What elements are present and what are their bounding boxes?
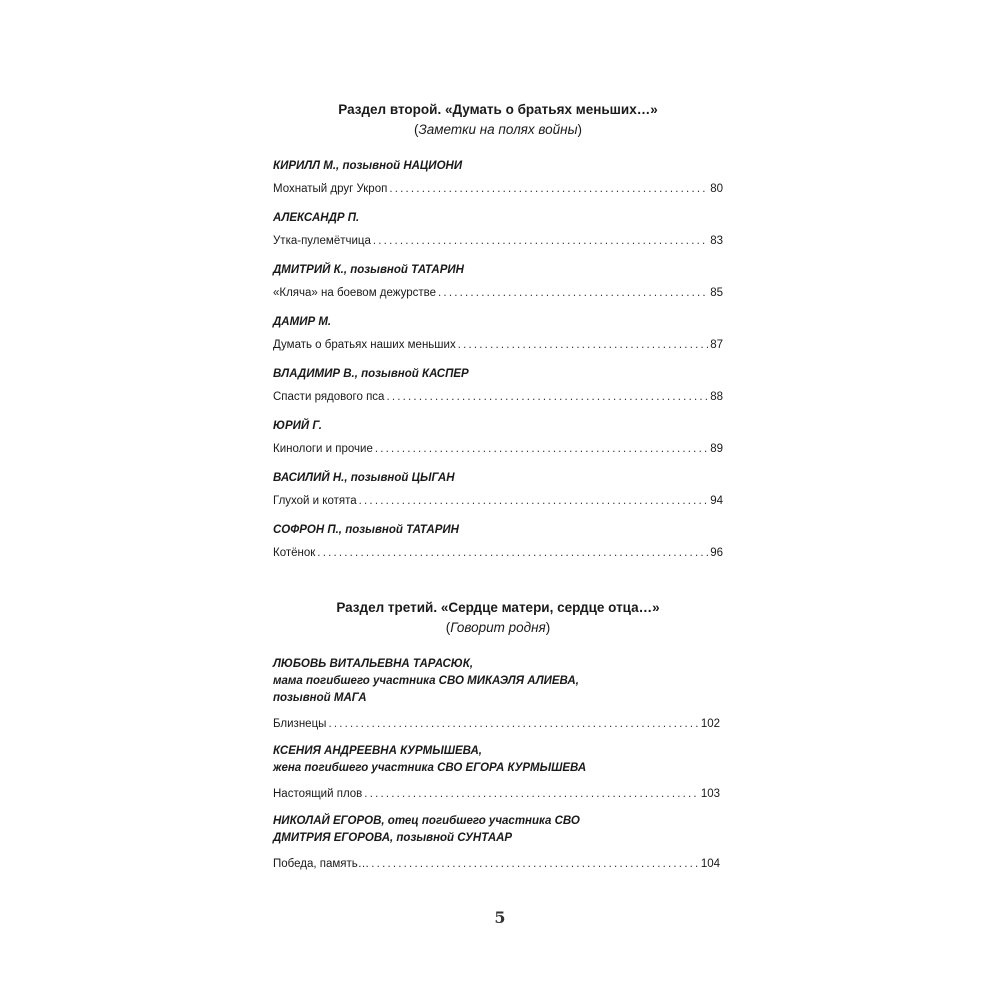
entry-page-number: 103 [700, 788, 720, 800]
toc-line[interactable] [273, 493, 723, 510]
entry-page-number: 104 [700, 858, 720, 870]
entry-title: Настоящий плов [273, 788, 363, 800]
entry-author: ДАМИР М. [273, 316, 332, 328]
toc-entry [273, 366, 723, 406]
subtitle-open-paren: ( [413, 122, 419, 137]
entry-title: Котёнок [273, 547, 316, 559]
section-three-subtitle [273, 618, 723, 638]
dot-leader [371, 856, 699, 873]
entry-author-line: ДМИТРИЯ ЕГОРОВА, позывной СУНТААР [273, 832, 513, 844]
toc-entry [273, 158, 723, 198]
entry-title: Спасти рядового пса [273, 391, 385, 403]
entry-page-number: 85 [710, 287, 723, 299]
dot-leader [317, 545, 708, 562]
entry-author: ДМИТРИЙ К., позывной ТАТАРИН [273, 264, 464, 276]
entry-page-number: 102 [700, 718, 720, 730]
entry-title: Мохнатый друг Укроп [273, 183, 388, 195]
toc-entry [273, 210, 723, 250]
entry-page-number: 88 [710, 391, 723, 403]
entry-page-number: 83 [710, 235, 723, 247]
toc-line[interactable] [273, 181, 723, 198]
toc-page [273, 100, 723, 870]
dot-leader [375, 441, 708, 458]
subtitle-close-paren: ) [545, 620, 551, 635]
dot-leader [389, 181, 708, 198]
subtitle-text: Заметки на полях войны [418, 122, 578, 137]
section-two-subtitle [273, 120, 723, 140]
section-two-title: Раздел второй. «Думать о братьях меньших…» [338, 102, 658, 117]
entry-page-number: 96 [710, 547, 723, 559]
toc-line[interactable] [273, 786, 723, 803]
entry-page-number: 94 [710, 495, 723, 507]
entry-page-number: 80 [710, 183, 723, 195]
toc-line[interactable] [273, 389, 723, 406]
entry-author: ВАСИЛИЙ Н., позывной ЦЫГАН [273, 472, 455, 484]
toc-line[interactable] [273, 337, 723, 354]
entry-author-line: КСЕНИЯ АНДРЕЕВНА КУРМЫШЕВА, [273, 745, 482, 757]
dot-leader [386, 389, 708, 406]
toc-line[interactable] [273, 716, 723, 733]
toc-line[interactable] [273, 233, 723, 250]
subtitle-text: Говорит родня [450, 620, 546, 635]
entry-author-line: НИКОЛАЙ ЕГОРОВ, отец погибшего участника СВО [273, 815, 580, 827]
entry-page-number: 89 [710, 443, 723, 455]
toc-entry [273, 470, 723, 510]
entry-author: ВЛАДИМИР В., позывной КАСПЕР [273, 368, 469, 380]
section-two-entries [273, 158, 723, 562]
toc-entry [273, 418, 723, 458]
dot-leader [373, 233, 708, 250]
dot-leader [359, 493, 709, 510]
entry-author-line: мама погибшего участника СВО МИКАЭЛЯ АЛИЕВА, [273, 675, 579, 687]
entry-author: СОФРОН П., позывной ТАТАРИН [273, 524, 459, 536]
toc-entry [273, 262, 723, 302]
toc-entry [273, 522, 723, 562]
subtitle-open-paren: ( [445, 620, 451, 635]
dot-leader [458, 337, 709, 354]
entry-author: АЛЕКСАНДР П. [273, 212, 360, 224]
toc-line[interactable] [273, 285, 723, 302]
toc-entry [273, 656, 723, 733]
entry-title: Близнецы [273, 718, 327, 730]
entry-title: Победа, память… [273, 858, 370, 870]
subtitle-close-paren: ) [577, 122, 583, 137]
entry-title: Глухой и котята [273, 495, 357, 507]
section-two [273, 100, 723, 562]
entry-author-line: позывной МАГА [273, 692, 367, 704]
entry-author: КИРИЛЛ М., позывной НАЦИОНИ [273, 160, 463, 172]
toc-entry [273, 743, 723, 803]
section-three [273, 598, 723, 883]
page-number: 5 [494, 908, 506, 927]
dot-leader [328, 716, 698, 733]
toc-entry [273, 813, 723, 873]
entry-author-line: жена погибшего участника СВО ЕГОРА КУРМЫШЕВА [273, 762, 587, 774]
dot-leader [364, 786, 699, 803]
entry-title: «Кляча» на боевом дежурстве [273, 287, 437, 299]
toc-line[interactable] [273, 441, 723, 458]
toc-entry [273, 314, 723, 354]
dot-leader [438, 285, 708, 302]
entry-author: ЮРИЙ Г. [273, 420, 322, 432]
entry-author-line: ЛЮБОВЬ ВИТАЛЬЕВНА ТАРАСЮК, [273, 658, 474, 670]
toc-line[interactable] [273, 545, 723, 562]
entry-title: Думать о братьях наших меньших [273, 339, 456, 351]
entry-page-number: 87 [710, 339, 723, 351]
entry-title: Утка-пулемётчица [273, 235, 371, 247]
toc-line[interactable] [273, 856, 723, 873]
entry-title: Кинологи и прочие [273, 443, 373, 455]
section-three-entries [273, 656, 723, 873]
section-three-title: Раздел третий. «Сердце матери, сердце отца…» [336, 600, 660, 615]
